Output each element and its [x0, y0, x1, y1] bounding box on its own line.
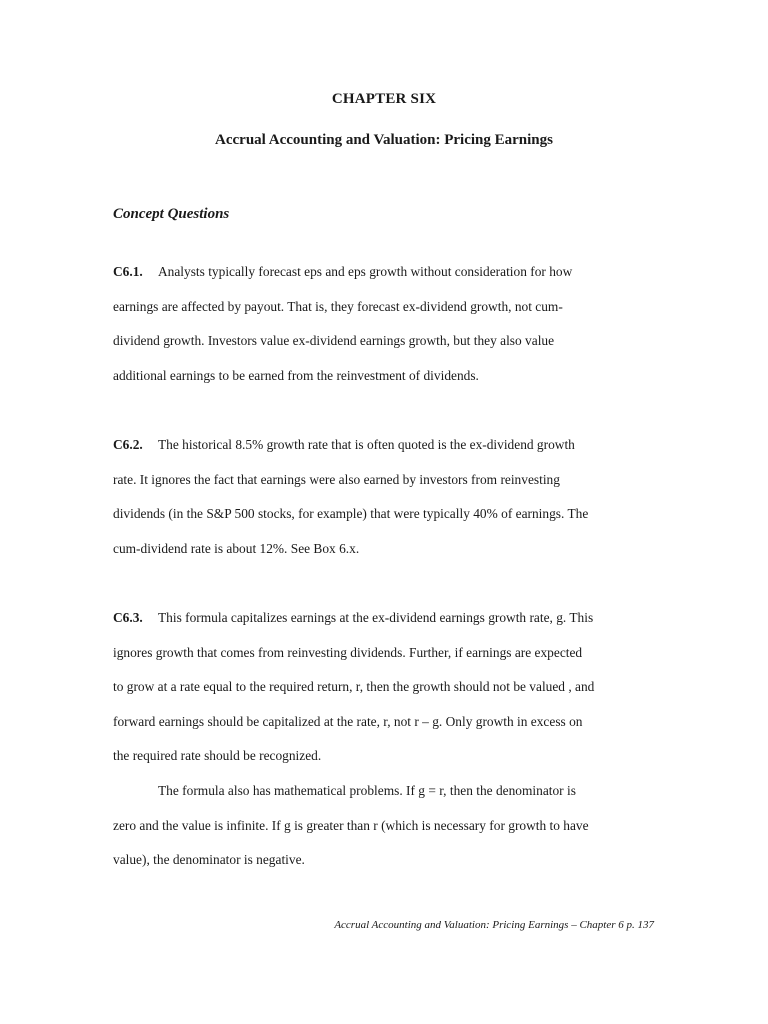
- page-footer: Accrual Accounting and Valuation: Pricing Earnings – Chapter 6 p. 137: [334, 919, 654, 931]
- line-text: Analysts typically forecast eps and eps growth without consideration for how: [158, 264, 573, 279]
- paragraph-line: cum-dividend rate is about 12%. See Box 6.x.: [113, 540, 360, 556]
- paragraph-line: [113, 774, 673, 809]
- question-paragraph-c6-1: [113, 255, 673, 393]
- paragraph-line: value), the denominator is negative.: [113, 852, 305, 867]
- paragraph-line: earnings are affected by payout. That is, they forecast ex-dividend growth, not cum-: [113, 298, 563, 314]
- question-number: C6.2.: [113, 437, 143, 452]
- line-text: The formula also has mathematical problems. If g = r, then the denominator is: [158, 783, 576, 798]
- paragraph-line: forward earnings should be capitalized at the rate, r, not r – g. Only growth in excess on: [113, 713, 583, 729]
- paragraph-line: dividends (in the S&P 500 stocks, for example) that were typically 40% of earnings. The: [113, 506, 589, 521]
- paragraph-line: [113, 255, 673, 290]
- chapter-subtitle: Accrual Accounting and Valuation: Pricing Earnings: [215, 132, 553, 148]
- question-paragraph-c6-3-continued: [113, 774, 673, 878]
- paragraph-line: dividend growth. Investors value ex-dividend earnings growth, but they also value: [113, 333, 555, 348]
- question-paragraph-c6-2: [113, 428, 673, 566]
- paragraph-line: additional earnings to be earned from the reinvestment of dividends.: [113, 367, 479, 383]
- line-text: This formula capitalizes earnings at the ex-dividend earnings growth rate, g. This: [158, 610, 594, 625]
- paragraph-line: rate. It ignores the fact that earnings were also earned by investors from reinvesting: [113, 471, 560, 487]
- paragraph-line: to grow at a rate equal to the required return, r, then the growth should not be valued , and: [113, 679, 595, 694]
- section-heading: Concept Questions: [113, 206, 230, 222]
- question-paragraph-c6-3: [113, 601, 673, 774]
- paragraph-line: ignores growth that comes from reinvesting dividends. Further, if earnings are expected: [113, 644, 583, 660]
- paragraph-line: [113, 601, 673, 636]
- question-number: C6.3.: [113, 610, 143, 625]
- line-text: The historical 8.5% growth rate that is often quoted is the ex-dividend growth: [158, 437, 575, 452]
- chapter-title: CHAPTER SIX: [331, 91, 437, 107]
- paragraph-line: the required rate should be recognized.: [113, 748, 322, 763]
- question-number: C6.1.: [113, 264, 143, 279]
- paragraph-line: [113, 428, 673, 463]
- paragraph-line: zero and the value is infinite. If g is greater than r (which is necessary for growth to have: [113, 817, 589, 833]
